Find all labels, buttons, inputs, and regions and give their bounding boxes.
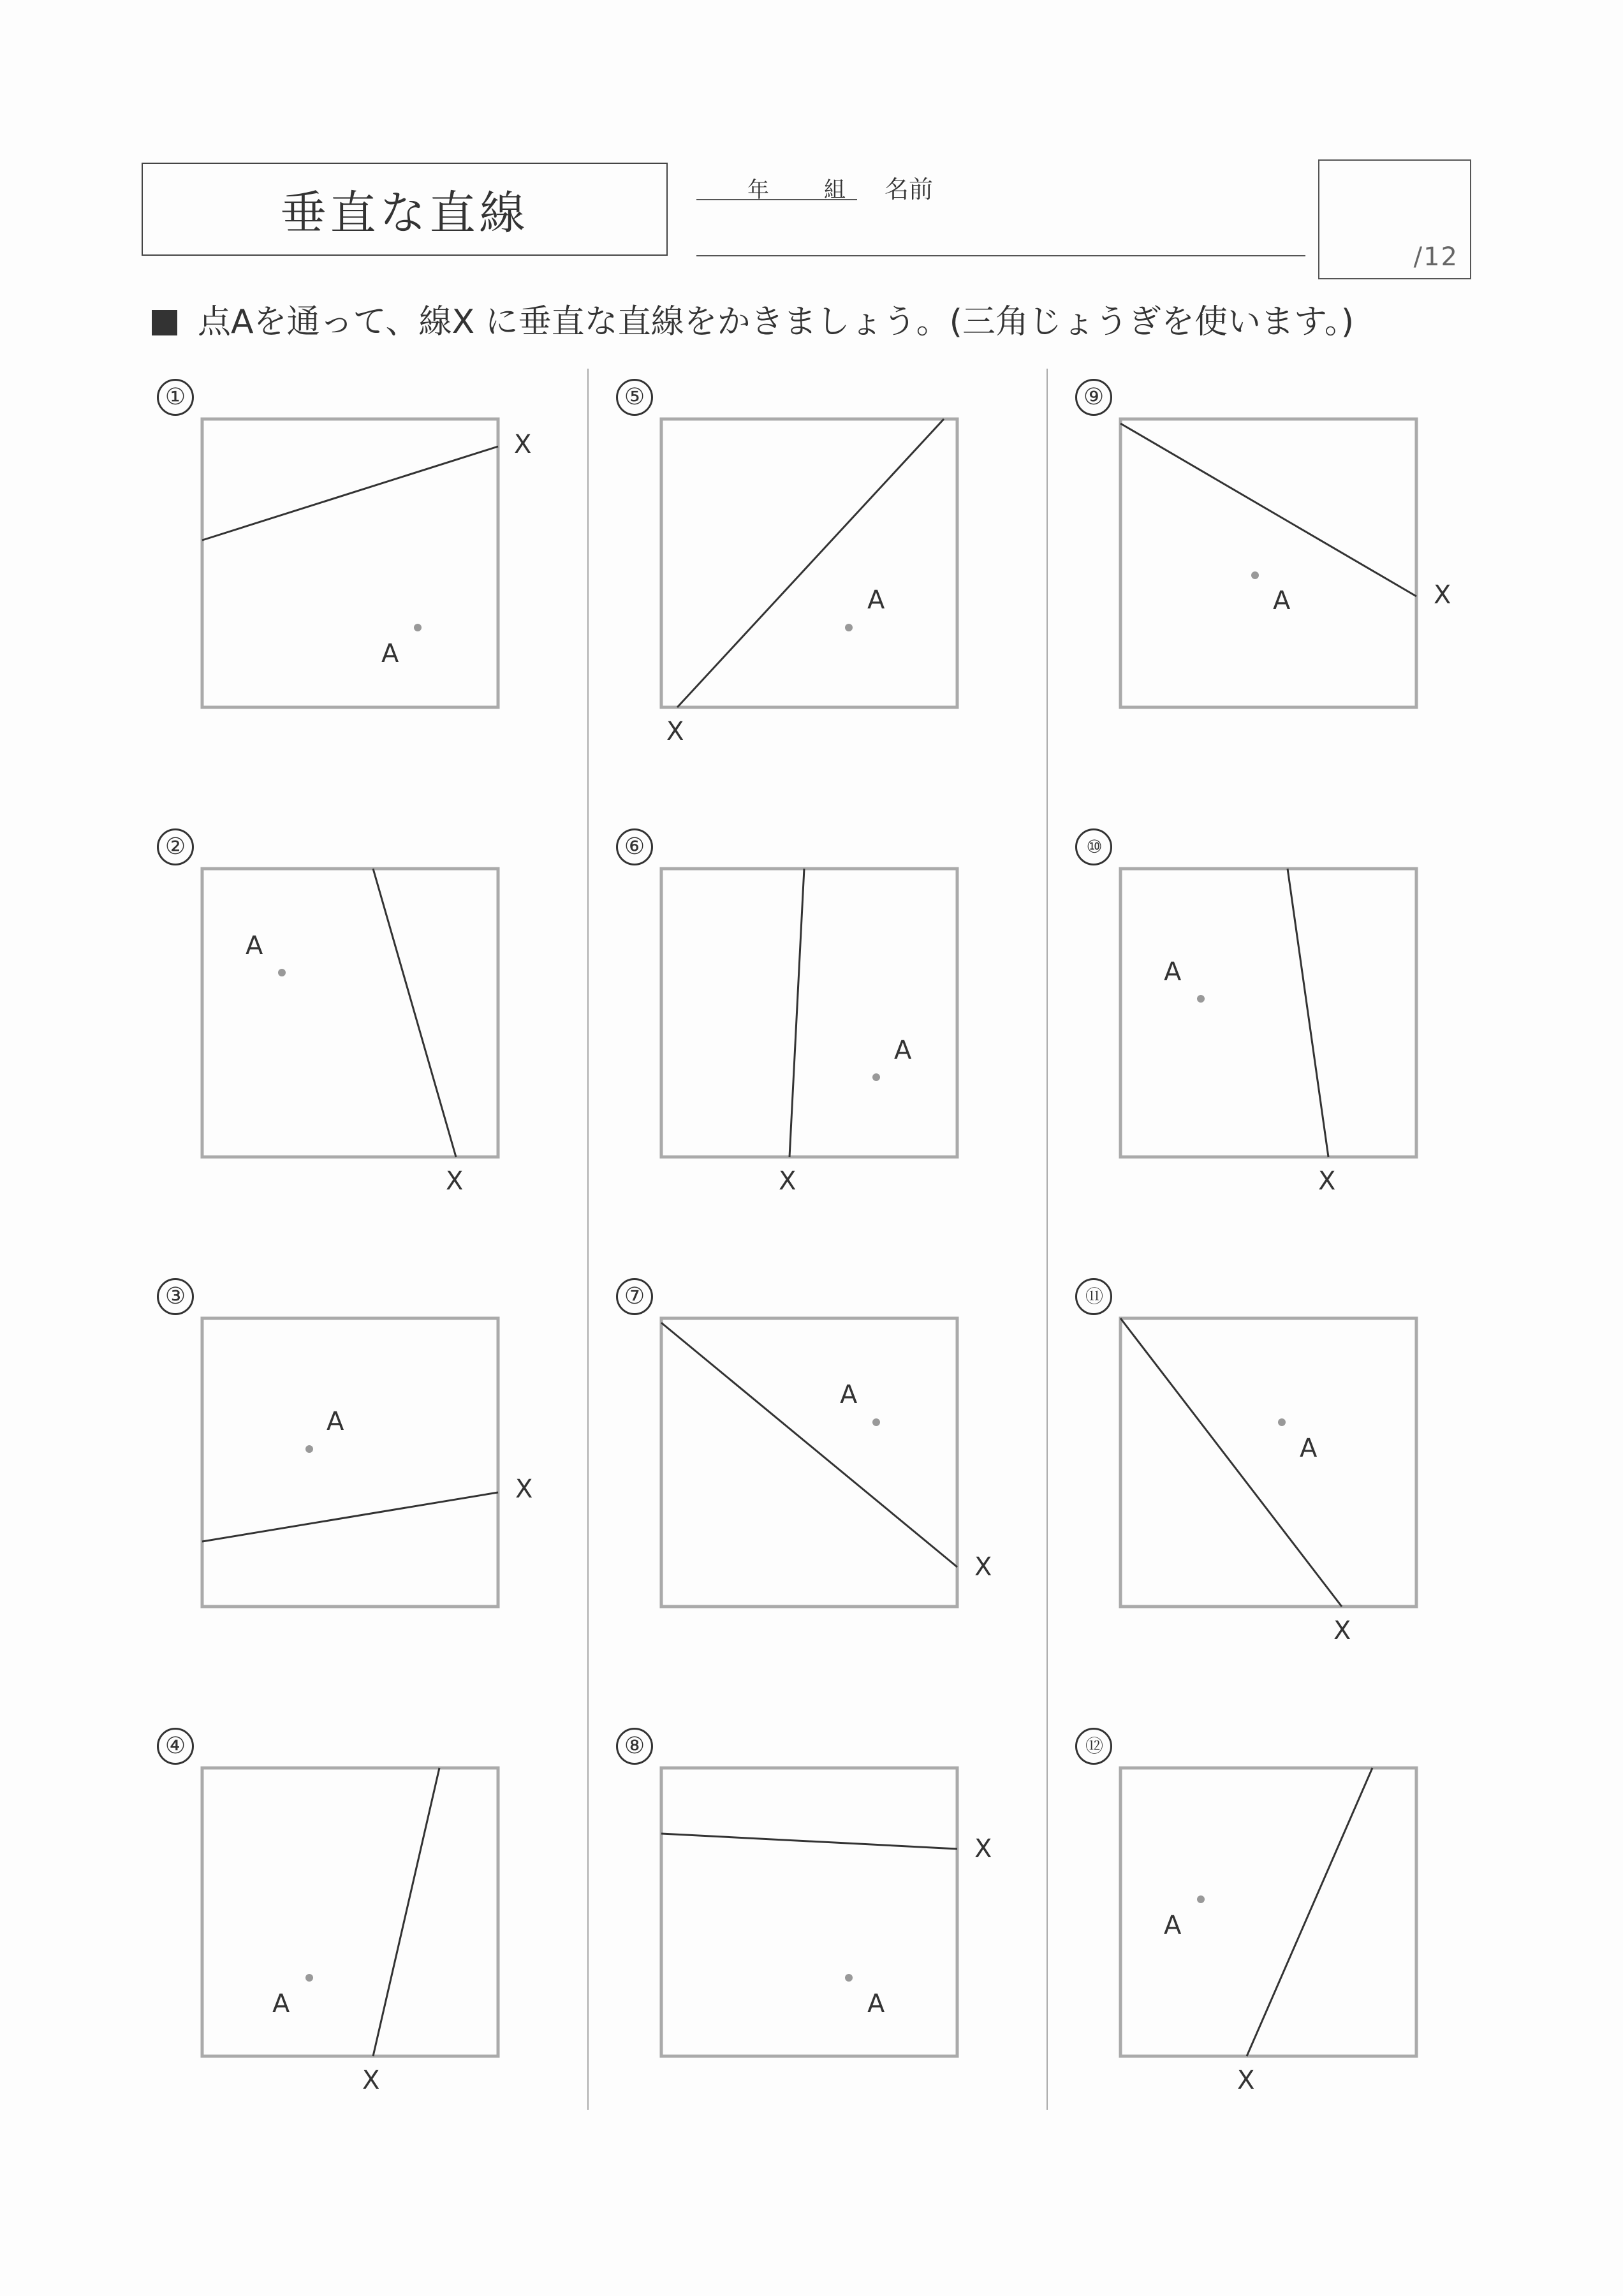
problem-number-9: ⑨ bbox=[1075, 379, 1112, 416]
problem-12-label-x: X bbox=[1237, 2066, 1255, 2095]
problem-8-figure[interactable] bbox=[650, 1757, 1008, 2101]
problem-5-label-x: X bbox=[666, 717, 684, 746]
name-label: 名前 bbox=[885, 175, 934, 203]
problem-4-line-x bbox=[373, 1768, 439, 2056]
problem-8-point-a bbox=[845, 1974, 853, 1982]
problem-10-line-x bbox=[1288, 869, 1328, 1157]
problem-6-point-a bbox=[872, 1073, 880, 1081]
problem-8-box[interactable] bbox=[661, 1768, 957, 2056]
problem-7-label-a: A bbox=[840, 1380, 858, 1409]
problem-1-line-x bbox=[202, 446, 498, 540]
problem-2-line-x bbox=[373, 869, 456, 1157]
problem-6-label-x: X bbox=[779, 1166, 797, 1196]
problem-6-label-a: A bbox=[894, 1036, 912, 1065]
name-line[interactable] bbox=[696, 255, 1305, 256]
problem-2-point-a bbox=[278, 969, 286, 976]
problem-5-line-x bbox=[677, 419, 944, 707]
problem-3-figure[interactable] bbox=[191, 1307, 548, 1652]
problem-3-box[interactable] bbox=[202, 1318, 498, 1607]
problem-11-box[interactable] bbox=[1120, 1318, 1416, 1607]
problem-7-box[interactable] bbox=[661, 1318, 957, 1607]
problem-9-label-x: X bbox=[1434, 580, 1451, 610]
problem-5-label-a: A bbox=[867, 585, 885, 615]
problem-number-5: ⑤ bbox=[616, 379, 653, 416]
problem-4-label-x: X bbox=[362, 2066, 380, 2095]
instruction bbox=[152, 295, 1354, 342]
problem-number-4: ④ bbox=[157, 1728, 194, 1765]
problem-2-label-x: X bbox=[446, 1166, 464, 1196]
problem-8-label-x: X bbox=[974, 1834, 992, 1864]
problem-12-label-a: A bbox=[1164, 1911, 1182, 1940]
instruction-text: 点Aを通って、線X に垂直な直線をかきましょう。(三角じょうぎを使います。) bbox=[198, 303, 1355, 341]
problem-3-label-x: X bbox=[515, 1475, 533, 1504]
problem-2-box[interactable] bbox=[202, 869, 498, 1157]
problem-10-box[interactable] bbox=[1120, 869, 1416, 1157]
problem-5-figure[interactable] bbox=[650, 408, 1008, 753]
problem-number-2: ② bbox=[157, 828, 194, 865]
problem-10-label-a: A bbox=[1164, 957, 1182, 987]
problem-11-label-a: A bbox=[1300, 1434, 1318, 1463]
problem-1-figure[interactable] bbox=[191, 408, 548, 753]
problem-10-label-x: X bbox=[1318, 1166, 1336, 1196]
problem-8-label-a: A bbox=[867, 1989, 885, 2019]
problem-2-label-a: A bbox=[246, 931, 263, 960]
problem-8-line-x bbox=[661, 1834, 957, 1849]
name-area bbox=[696, 167, 1309, 263]
problem-7-label-x: X bbox=[974, 1552, 992, 1582]
square-bullet-icon bbox=[152, 310, 177, 335]
problem-3-point-a bbox=[305, 1445, 313, 1453]
problem-9-line-x bbox=[1120, 423, 1416, 596]
problem-1-label-a: A bbox=[381, 639, 399, 668]
problem-12-figure[interactable] bbox=[1110, 1757, 1467, 2101]
problem-number-7: ⑦ bbox=[616, 1278, 653, 1315]
problem-11-point-a bbox=[1278, 1418, 1286, 1426]
problem-1-box[interactable] bbox=[202, 419, 498, 707]
worksheet-title: 垂直な直線 bbox=[142, 163, 668, 256]
problem-4-figure[interactable] bbox=[191, 1757, 548, 2101]
problem-1-point-a bbox=[414, 624, 422, 631]
problem-7-point-a bbox=[872, 1418, 880, 1426]
problem-6-line-x bbox=[789, 869, 804, 1157]
problem-11-label-x: X bbox=[1333, 1616, 1351, 1645]
class-label: 組 bbox=[824, 177, 846, 203]
problem-12-line-x bbox=[1247, 1768, 1372, 2056]
problem-2-figure[interactable] bbox=[191, 858, 548, 1202]
problem-10-figure[interactable] bbox=[1110, 858, 1467, 1202]
problem-9-box[interactable] bbox=[1120, 419, 1416, 707]
problem-number-12: ⑫ bbox=[1075, 1728, 1112, 1765]
problem-number-8: ⑧ bbox=[616, 1728, 653, 1765]
problem-number-3: ③ bbox=[157, 1278, 194, 1315]
problem-1-label-x: X bbox=[514, 430, 532, 459]
problem-9-figure[interactable] bbox=[1110, 408, 1467, 753]
problem-4-box[interactable] bbox=[202, 1768, 498, 2056]
problem-3-line-x bbox=[202, 1492, 498, 1542]
problem-9-label-a: A bbox=[1273, 586, 1291, 615]
problem-12-point-a bbox=[1197, 1895, 1205, 1903]
problem-11-figure[interactable] bbox=[1110, 1307, 1467, 1652]
problem-number-6: ⑥ bbox=[616, 828, 653, 865]
grade-class-line[interactable] bbox=[696, 199, 857, 200]
problem-number-1: ① bbox=[157, 379, 194, 416]
score-total: /12 bbox=[1413, 242, 1458, 272]
problem-4-label-a: A bbox=[272, 1989, 290, 2019]
problem-7-line-x bbox=[661, 1323, 957, 1567]
problem-7-figure[interactable] bbox=[650, 1307, 1008, 1652]
column-divider-1 bbox=[587, 369, 589, 2110]
problem-4-point-a bbox=[305, 1974, 313, 1982]
problem-6-box[interactable] bbox=[661, 869, 957, 1157]
problem-number-11: ⑪ bbox=[1075, 1278, 1112, 1315]
column-divider-2 bbox=[1047, 369, 1048, 2110]
problem-number-10: ⑩ bbox=[1075, 828, 1112, 865]
problem-10-point-a bbox=[1197, 995, 1205, 1003]
problem-6-figure[interactable] bbox=[650, 858, 1008, 1202]
problem-5-point-a bbox=[845, 624, 853, 631]
score-box[interactable] bbox=[1318, 159, 1471, 279]
problem-9-point-a bbox=[1251, 571, 1259, 579]
grade-label: 年 bbox=[747, 177, 769, 203]
problem-3-label-a: A bbox=[327, 1407, 344, 1436]
